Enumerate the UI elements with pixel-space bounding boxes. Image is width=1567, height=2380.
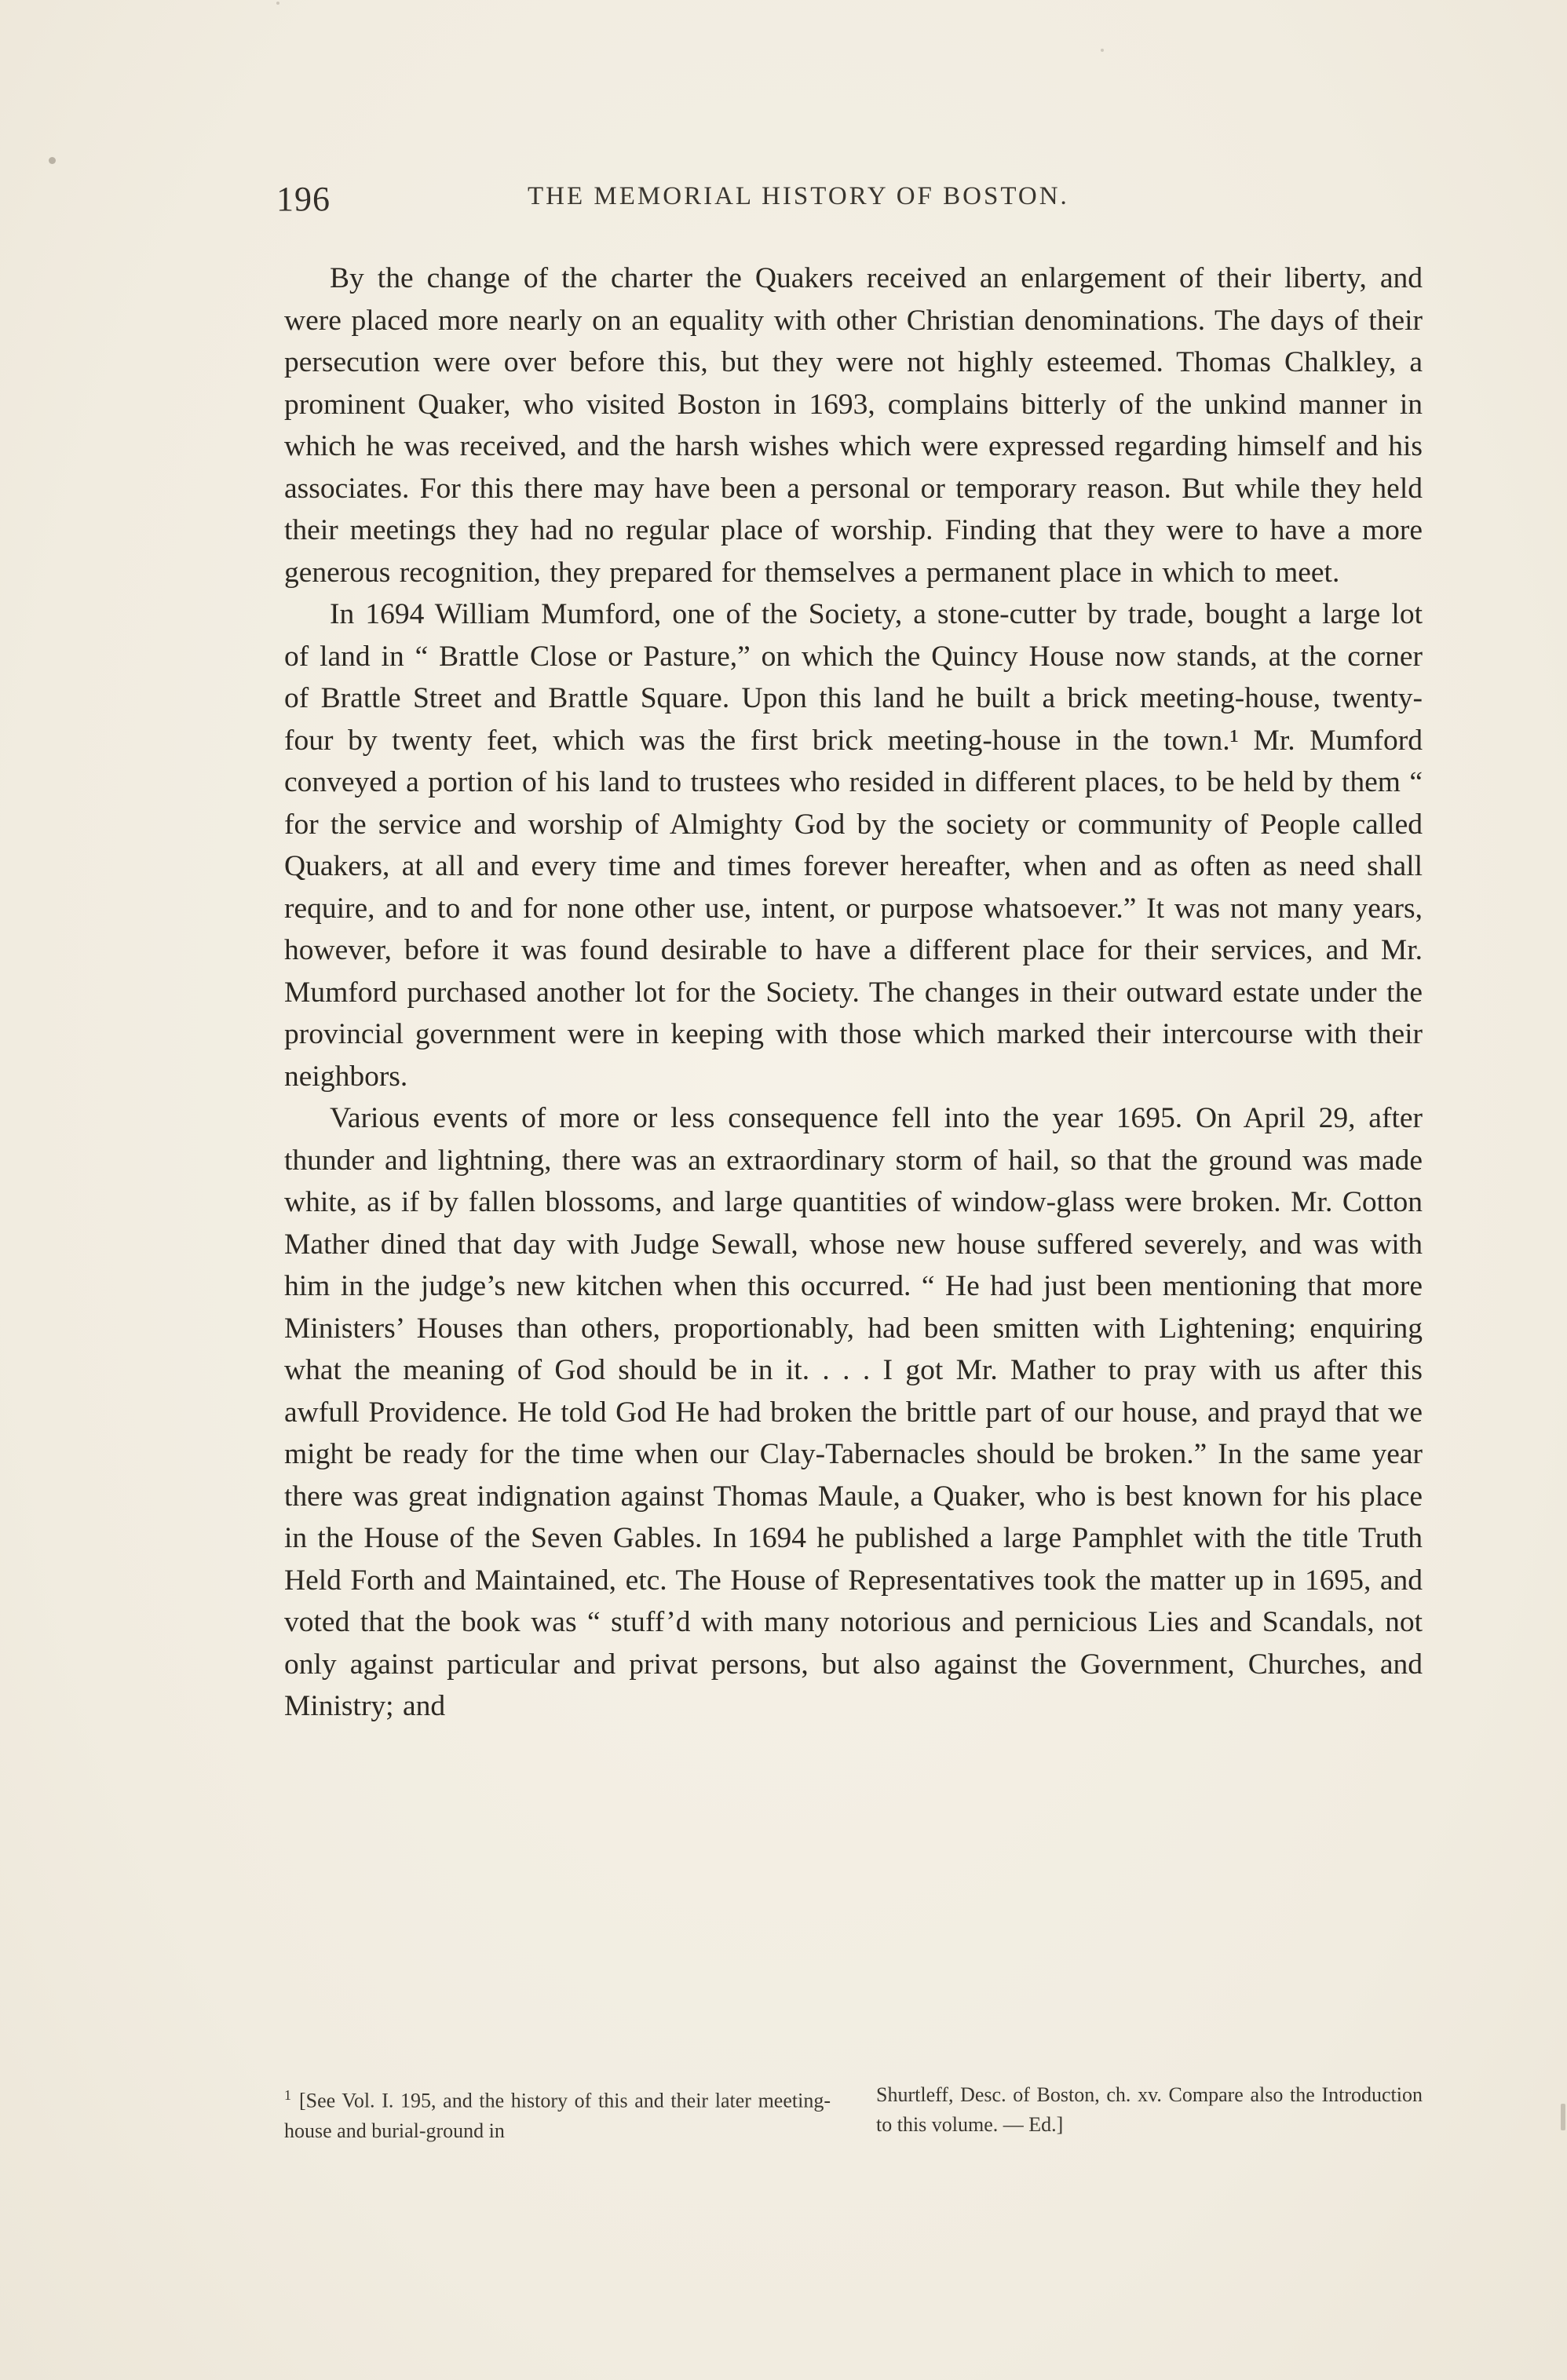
page-speck	[49, 157, 56, 164]
footnote-left-text: [See Vol. I. 195, and the history of this and their later meeting-house and burial-ground in	[284, 2089, 831, 2142]
page-speck	[276, 2, 279, 5]
paragraph-quakers-charter: By the change of the charter the Quakers received an enlargement of their liberty, and were placed more nearly on an equality with other Christian denominations. The days of their persecution were over before this, but they were not highly esteemed. Thomas Chalkley, a prominent Quaker, who visited Boston in 1693, complains bitterly of the unkind manner in which he was received, and the harsh wishes which were expressed regarding himself and his associates. For this there may have been a personal or temporary reason. But while they held their meetings they had no regular place of worship. Finding that they were to have a more generous recognition, they prepared for themselves a permanent place in which to meet.	[284, 262, 1423, 589]
footnote-left-column	[284, 2080, 831, 2146]
paragraph-mumford-meeting-house: In 1694 William Mumford, one of the Society, a stone-cutter by trade, bought a large lot of land in “ Brattle Close or Pasture,” on which the Quincy House now stands, at the corner of Brattle Street and Brattle Square. Upon this land he built a brick meeting-house, twenty-four by twenty feet, which was the first brick meeting-house in the town.¹ Mr. Mumford conveyed a portion of his land to trustees who resided in different places, to be held by them “ for the service and worship of Almighty God by the society or community of People called Quakers, at all and every time and times forever hereafter, when and as often as need shall require, and to and for none other use, intent, or purpose whatsoever.” It was not many years, however, before it was found desirable to have a different place for their services, and Mr. Mumford purchased another lot for the Society. The changes in their outward estate under the provincial government were in keeping with those which marked their intercourse with their neighbors.	[284, 598, 1423, 1093]
page-header	[276, 179, 1423, 226]
page-number: 196	[276, 180, 331, 218]
footnote	[284, 2080, 1423, 2146]
page-speck	[1561, 2104, 1565, 2130]
main-text	[284, 257, 1423, 1728]
footnote-marker: 1	[284, 2087, 291, 2103]
running-title: THE MEMORIAL HISTORY OF BOSTON.	[528, 182, 1069, 210]
paragraph-events-1695: Various events of more or less consequence fell into the year 1695. On April 29, after thunder and lightning, there was an extraordinary storm of hail, so that the ground was made white, as if by fallen blossoms, and large quantities of window-glass were broken. Mr. Cotton Mather dined that day with Judge Sewall, whose new house suffered severely, and was with him in the judge’s new kitchen when this occurred. “ He had just been mentioning that more Ministers’ Houses than others, proportionably, had been smitten with Lightening; enquiring what the meaning of God should be in it. . . . I got Mr. Mather to pray with us after this awfull Providence. He told God He had broken the brittle part of our house, and prayd that we might be ready for the time when our Clay-Tabernacles should be broken.” In the same year there was great indignation against Thomas Maule, a Quaker, who is best known for his place in the House of the Seven Gables. In 1694 he published a large Pamphlet with the title Truth Held Forth and Maintained, etc. The House of Representatives took the matter up in 1695, and voted that the book was “ stuff’d with many notorious and pernicious Lies and Scandals, not only against particular and privat persons, but also against the Government, Churches, and Ministry; and	[284, 1102, 1423, 1722]
page-speck	[1101, 49, 1104, 52]
footnote-right-column: Shurtleff, Desc. of Boston, ch. xv. Compare also the Introduction to this volume. — Ed.]	[876, 2083, 1423, 2136]
